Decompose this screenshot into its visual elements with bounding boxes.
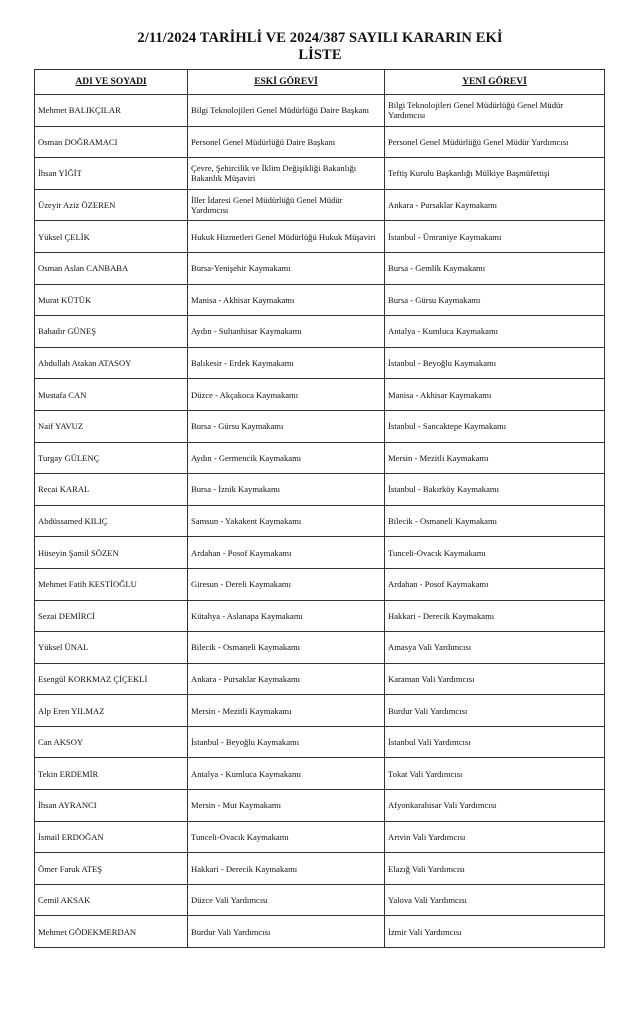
name-cell: Mehmet Fatih KESTİOĞLU	[35, 568, 188, 600]
table-row	[35, 252, 605, 284]
appointment-table	[34, 69, 605, 948]
new-duty-cell: Bilecik - Osmaneli Kaymakamı	[385, 505, 605, 537]
name-cell: Yüksel ÇELİK	[35, 221, 188, 253]
name-cell: Sezai DEMİRCİ	[35, 600, 188, 632]
name-cell: Murat KÜTÜK	[35, 284, 188, 316]
table-row	[35, 790, 605, 822]
name-cell: İhsan YİĞİT	[35, 158, 188, 190]
table-row	[35, 284, 605, 316]
name-cell: Mustafa CAN	[35, 379, 188, 411]
old-duty-cell: Antalya - Kumluca Kaymakamı	[188, 758, 385, 790]
new-duty-cell: Tokat Vali Yardımcısı	[385, 758, 605, 790]
table-row	[35, 158, 605, 190]
old-duty-cell: Mersin - Mezitli Kaymakamı	[188, 695, 385, 727]
column-header-name: ADI VE SOYADI	[35, 70, 188, 95]
old-duty-cell: Tunceli-Ovacık Kaymakamı	[188, 821, 385, 853]
name-cell: Bahadır GÜNEŞ	[35, 316, 188, 348]
new-duty-cell: Antalya - Kumluca Kaymakamı	[385, 316, 605, 348]
new-duty-cell: Bursa - Gemlik Kaymakamı	[385, 252, 605, 284]
table-row	[35, 695, 605, 727]
document-subtitle: LİSTE	[298, 47, 342, 63]
new-duty-cell: Burdur Vali Yardımcısı	[385, 695, 605, 727]
name-cell: Naif YAVUZ	[35, 410, 188, 442]
new-duty-cell: İstanbul - Sancaktepe Kaymakamı	[385, 410, 605, 442]
table-header-row	[35, 70, 605, 95]
old-duty-cell: Aydın - Sultanhisar Kaymakamı	[188, 316, 385, 348]
old-duty-cell: Kütahya - Aslanapa Kaymakamı	[188, 600, 385, 632]
new-duty-cell: Teftiş Kurulu Başkanlığı Mülkiye Başmüfettişi	[385, 158, 605, 190]
new-duty-cell: Hakkari - Derecik Kaymakamı	[385, 600, 605, 632]
old-duty-cell: Düzce Vali Yardımcısı	[188, 884, 385, 916]
old-duty-cell: İstanbul - Beyoğlu Kaymakamı	[188, 726, 385, 758]
new-duty-cell: Tunceli-Ovacık Kaymakamı	[385, 537, 605, 569]
name-cell: Cemil AKSAK	[35, 884, 188, 916]
table-row	[35, 126, 605, 158]
old-duty-cell: Ankara - Pursaklar Kaymakamı	[188, 663, 385, 695]
name-cell: Can AKSOY	[35, 726, 188, 758]
old-duty-cell: Hakkari - Derecik Kaymakamı	[188, 853, 385, 885]
table-row	[35, 410, 605, 442]
table-row	[35, 379, 605, 411]
table-row	[35, 474, 605, 506]
table-row	[35, 442, 605, 474]
new-duty-cell: İstanbul Vali Yardımcısı	[385, 726, 605, 758]
table-row	[35, 821, 605, 853]
old-duty-cell: Samsun - Yakakent Kaymakamı	[188, 505, 385, 537]
name-cell: Alp Eren YILMAZ	[35, 695, 188, 727]
new-duty-cell: Ankara - Pursaklar Kaymakamı	[385, 189, 605, 221]
new-duty-cell: Amasya Vali Yardımcısı	[385, 632, 605, 664]
name-cell: Mehmet GÖDEKMERDAN	[35, 916, 188, 948]
name-cell: İhsan AYRANCI	[35, 790, 188, 822]
old-duty-cell: Burdur Vali Yardımcısı	[188, 916, 385, 948]
new-duty-cell: Bursa - Gürsu Kaymakamı	[385, 284, 605, 316]
old-duty-cell: Bilecik - Osmaneli Kaymakamı	[188, 632, 385, 664]
table-row	[35, 726, 605, 758]
old-duty-cell: Çevre, Şehircilik ve İklim Değişikliği Bakanlığı Bakanlık Müşaviri	[188, 158, 385, 190]
name-cell: Recai KARAL	[35, 474, 188, 506]
old-duty-cell: Mersin - Mut Kaymakamı	[188, 790, 385, 822]
new-duty-cell: Mersin - Mezitli Kaymakamı	[385, 442, 605, 474]
new-duty-cell: Karaman Vali Yardımcısı	[385, 663, 605, 695]
old-duty-cell: Personel Genel Müdürlüğü Daire Başkanı	[188, 126, 385, 158]
old-duty-cell: Bilgi Teknolojileri Genel Müdürlüğü Daire Başkanı	[188, 95, 385, 127]
new-duty-cell: Personel Genel Müdürlüğü Genel Müdür Yardımcısı	[385, 126, 605, 158]
new-duty-cell: Elazığ Vali Yardımcısı	[385, 853, 605, 885]
table-row	[35, 316, 605, 348]
new-duty-cell: İstanbul - Bakırköy Kaymakamı	[385, 474, 605, 506]
table-row	[35, 95, 605, 127]
table-row	[35, 916, 605, 948]
name-cell: Esengül KORKMAZ ÇİÇEKLİ	[35, 663, 188, 695]
column-header-old-duty: ESKİ GÖREVİ	[188, 70, 385, 95]
new-duty-cell: İzmir Vali Yardımcısı	[385, 916, 605, 948]
table-row	[35, 853, 605, 885]
old-duty-cell: Hukuk Hizmetleri Genel Müdürlüğü Hukuk Müşaviri	[188, 221, 385, 253]
old-duty-cell: Aydın - Germencik Kaymakamı	[188, 442, 385, 474]
name-cell: İsmail ERDOĞAN	[35, 821, 188, 853]
name-cell: Tekin ERDEMİR	[35, 758, 188, 790]
document-title: 2/11/2024 TARİHLİ VE 2024/387 SAYILI KARARIN EKİ	[137, 30, 503, 46]
table-row	[35, 537, 605, 569]
table-row	[35, 568, 605, 600]
old-duty-cell: İller İdaresi Genel Müdürlüğü Genel Müdür Yardımcısı	[188, 189, 385, 221]
old-duty-cell: Manisa - Akhisar Kaymakamı	[188, 284, 385, 316]
name-cell: Mehmet BALIKÇILAR	[35, 95, 188, 127]
new-duty-cell: Manisa - Akhisar Kaymakamı	[385, 379, 605, 411]
new-duty-cell: Bilgi Teknolojileri Genel Müdürlüğü Genel Müdür Yardımcısı	[385, 95, 605, 127]
name-cell: Abdüssamed KILIÇ	[35, 505, 188, 537]
old-duty-cell: Düzce - Akçakoca Kaymakamı	[188, 379, 385, 411]
old-duty-cell: Bursa - İznik Kaymakamı	[188, 474, 385, 506]
name-cell: Abdullah Atakan ATASOY	[35, 347, 188, 379]
column-header-new-duty: YENİ GÖREVİ	[385, 70, 605, 95]
name-cell: Osman DOĞRAMACI	[35, 126, 188, 158]
new-duty-cell: Afyonkarahisar Vali Yardımcısı	[385, 790, 605, 822]
old-duty-cell: Bursa - Gürsu Kaymakamı	[188, 410, 385, 442]
table-row	[35, 663, 605, 695]
name-cell: Osman Aslan CANBABA	[35, 252, 188, 284]
new-duty-cell: İstanbul - Ümraniye Kaymakamı	[385, 221, 605, 253]
new-duty-cell: Yalova Vali Yardımcısı	[385, 884, 605, 916]
table-row	[35, 758, 605, 790]
old-duty-cell: Balıkesir - Erdek Kaymakamı	[188, 347, 385, 379]
name-cell: Ömer Faruk ATEŞ	[35, 853, 188, 885]
table-row	[35, 884, 605, 916]
old-duty-cell: Giresun - Dereli Kaymakamı	[188, 568, 385, 600]
name-cell: Turgay GÜLENÇ	[35, 442, 188, 474]
name-cell: Üzeyir Aziz ÖZEREN	[35, 189, 188, 221]
table-row	[35, 600, 605, 632]
old-duty-cell: Ardahan - Posof Kaymakamı	[188, 537, 385, 569]
table-row	[35, 347, 605, 379]
old-duty-cell: Bursa-Yenişehir Kaymakamı	[188, 252, 385, 284]
table-row	[35, 189, 605, 221]
new-duty-cell: İstanbul - Beyoğlu Kaymakamı	[385, 347, 605, 379]
table-row	[35, 221, 605, 253]
name-cell: Hüseyin Şamil SÖZEN	[35, 537, 188, 569]
name-cell: Yüksel ÜNAL	[35, 632, 188, 664]
new-duty-cell: Ardahan - Posof Kaymakamı	[385, 568, 605, 600]
table-body	[35, 95, 605, 948]
table-row	[35, 505, 605, 537]
new-duty-cell: Artvin Vali Yardımcısı	[385, 821, 605, 853]
table-row	[35, 632, 605, 664]
